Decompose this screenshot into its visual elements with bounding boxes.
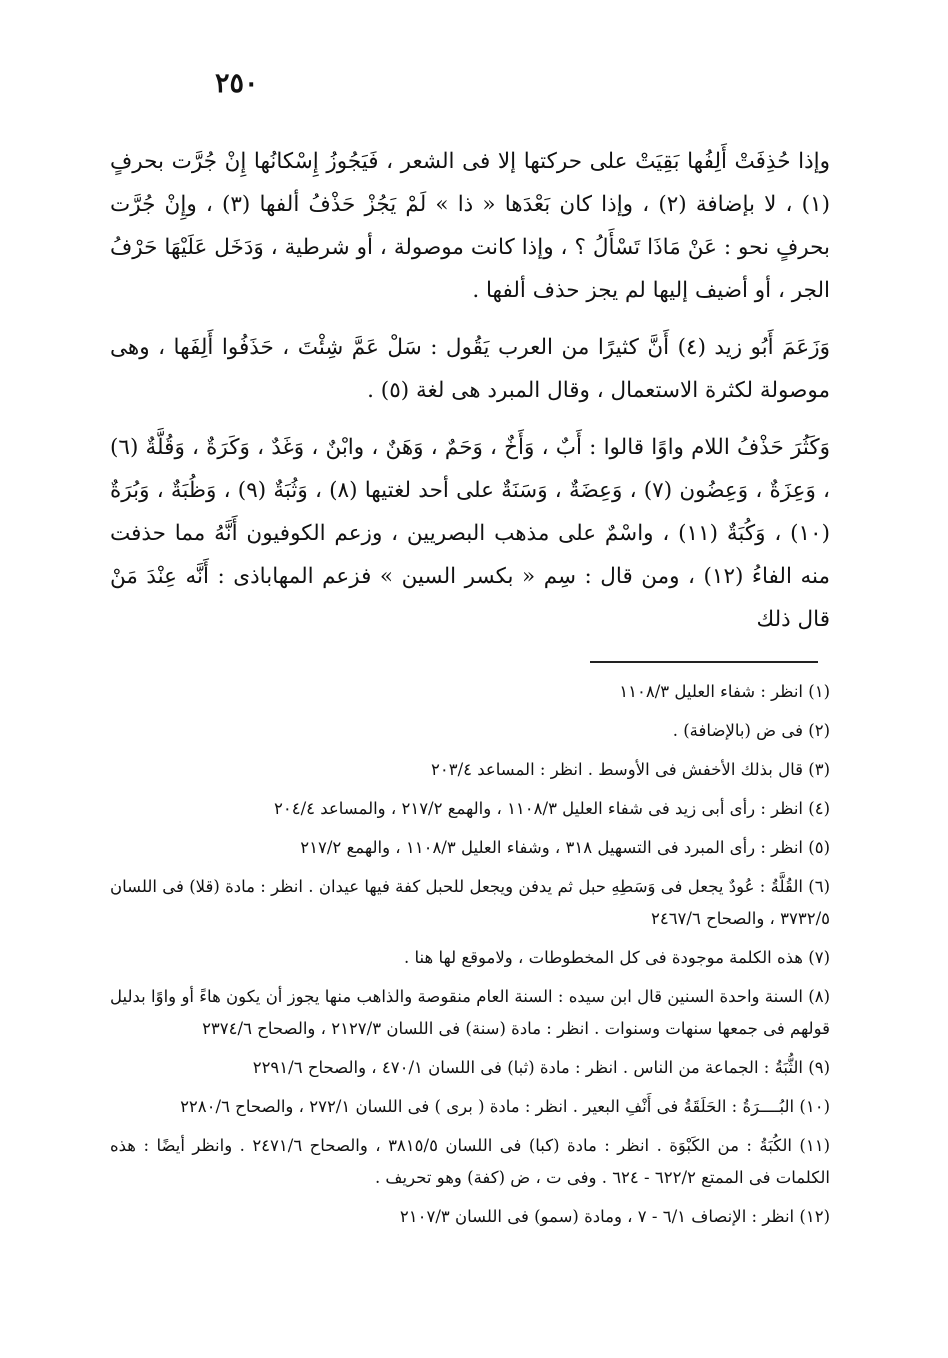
footnote-1: (١) انظر : شفاء العليل ١١٠٨/٣	[619, 682, 830, 701]
footnote-6: (٦) القُلَّةُ : عُودٌ يجعل فى وَسَطِهِ حبل ثم يدفن ويجعل للحبل كفة فيها عيدان . انظر : مادة (قلا) فى اللسان ٣٧٣٢/٥ ، والصحاح ٢٤٦٧/٦	[110, 877, 830, 928]
paragraph: وَزَعَمَ أَبُو زيد (٤) أَنَّ كثيرًا من العرب يَقُول : سَلْ عَمَّ شِئْتَ ، حَذَفُوا أَلِفَها ، وهى موصولة لكثرة الاستعمال ، وقال المبرد هى لغة (٥) .	[110, 335, 831, 403]
footnote-7: (٧) هذه الكلمة موجودة فى كل المخطوطات ، ولاموقع لها هنا .	[404, 948, 830, 967]
footnote-2: (٢) فى ض (بالإضافة) .	[672, 721, 830, 740]
footnote-4: (٤) انظر : رأى أبى زيد فى شفاء العليل ١١٠٨/٣ ، والهمع ٢١٧/٢ ، والمساعد ٢٠٤/٤	[274, 799, 830, 818]
footnote-8: (٨) السنة واحدة السنين قال ابن سيده : السنة العام منقوصة والذاهب منها يجوز أن يكون هاءً أو واوًا بدليل قولهم فى جمعها سنهات وسنوات . انظر : مادة (سنة) فى اللسان ٢١٢٧/٣ ، والصحاح ٢٣٧٤/٦	[110, 987, 830, 1038]
footnote-separator	[590, 661, 818, 663]
footnote-11: (١١) الكُبَةُ : من الكَبْوَة . انظر : مادة (كبا) فى اللسان ٣٨١٥/٥ ، والصحاح ٢٤٧١/٦ . وانظر أيضًا : هذه الكلمات فى الممتع ٦٢٢/٢ - ٦٢٤ . وفى ت ، ض (كفة) وهو تحريف .	[110, 1136, 830, 1187]
paragraph: وَكَثُرَ حَذْفُ اللام واوًا قالوا : أَبٌ ، وَأَخٌ ، وَحَمٌ ، وَهَنٌ ، وابْنٌ ، وَغَدٌ ، وَكَرَةٌ ، وَقُلَّةٌ (٦) ، وَعِزَةٌ ، وَعِضُون (٧) ، وَعِضَةٌ ، وَسَنَةٌ على أحد لغتيها (٨) ، وَثُبَةٌ (٩) ، وَظُبَةٌ ، وَبُرَةٌ (١٠) ، وَكُبَةٌ (١١) ، واسْمٌ على مذهب البصريين ، وزعم الكوفيون أَنَّهُ مما حذفت منه الفاءُ (١٢) ، ومن قال : سِم « بكسر السين » فزعم المهاباذى : أَنَّه عِنْدَ مَنْ قال ذلك	[110, 435, 831, 632]
footnote-3: (٣) قال بذلك الأخفش فى الأوسط . انظر : المساعد ٢٠٣/٤	[431, 760, 830, 779]
footnote-9: (٩) الثُّبَةُ : الجماعة من الناس . انظر : مادة (ثبا) فى اللسان ٤٧٠/١ ، والصحاح ٢٢٩١/٦	[252, 1058, 830, 1077]
footnotes	[110, 676, 830, 1240]
paragraph: وإذا حُذِفَتْ أَلِفُها بَقِيَتْ على حركتها إلا فى الشعر ، فَيَجُوزُ إِسْكانُها إِنْ جُرَّت بحرفٍ (١) ، لا بإضافة (٢) ، وإذا كان بَعْدَها « ذا » لَمْ يَجُزْ حَذْفُ ألفها (٣) ، وإِنْ جُرَّت بحرفٍ نحو : عَنْ مَاذَا تَسْأَلُ ؟ ، وإذا كانت موصولة ، أو شرطية ، وَدَخَل عَلَيْهَا حَرْفُ الجر ، أو أضيف إليها لم يجز حذف ألفها .	[110, 149, 830, 303]
page-number: ٢٥٠	[215, 68, 259, 99]
footnote-5: (٥) انظر : رأى المبرد فى التسهيل ٣١٨ ، وشفاء العليل ١١٠٨/٣ ، والهمع ٢١٧/٢	[300, 838, 830, 857]
footnote-10: (١٠) البُــــرَةُ : الحَلَقَةُ فى أَنْفِ البعير . انظر : مادة ( برى ) فى اللسان ٢٧٢/١ ، والصحاح ٢٢٨٠/٦	[180, 1097, 830, 1116]
footnote-12: (١٢) انظر : الإنصاف ٦/١ - ٧ ، ومادة (سمو) فى اللسان ٢١٠٧/٣	[399, 1207, 830, 1226]
main-text	[110, 140, 830, 641]
